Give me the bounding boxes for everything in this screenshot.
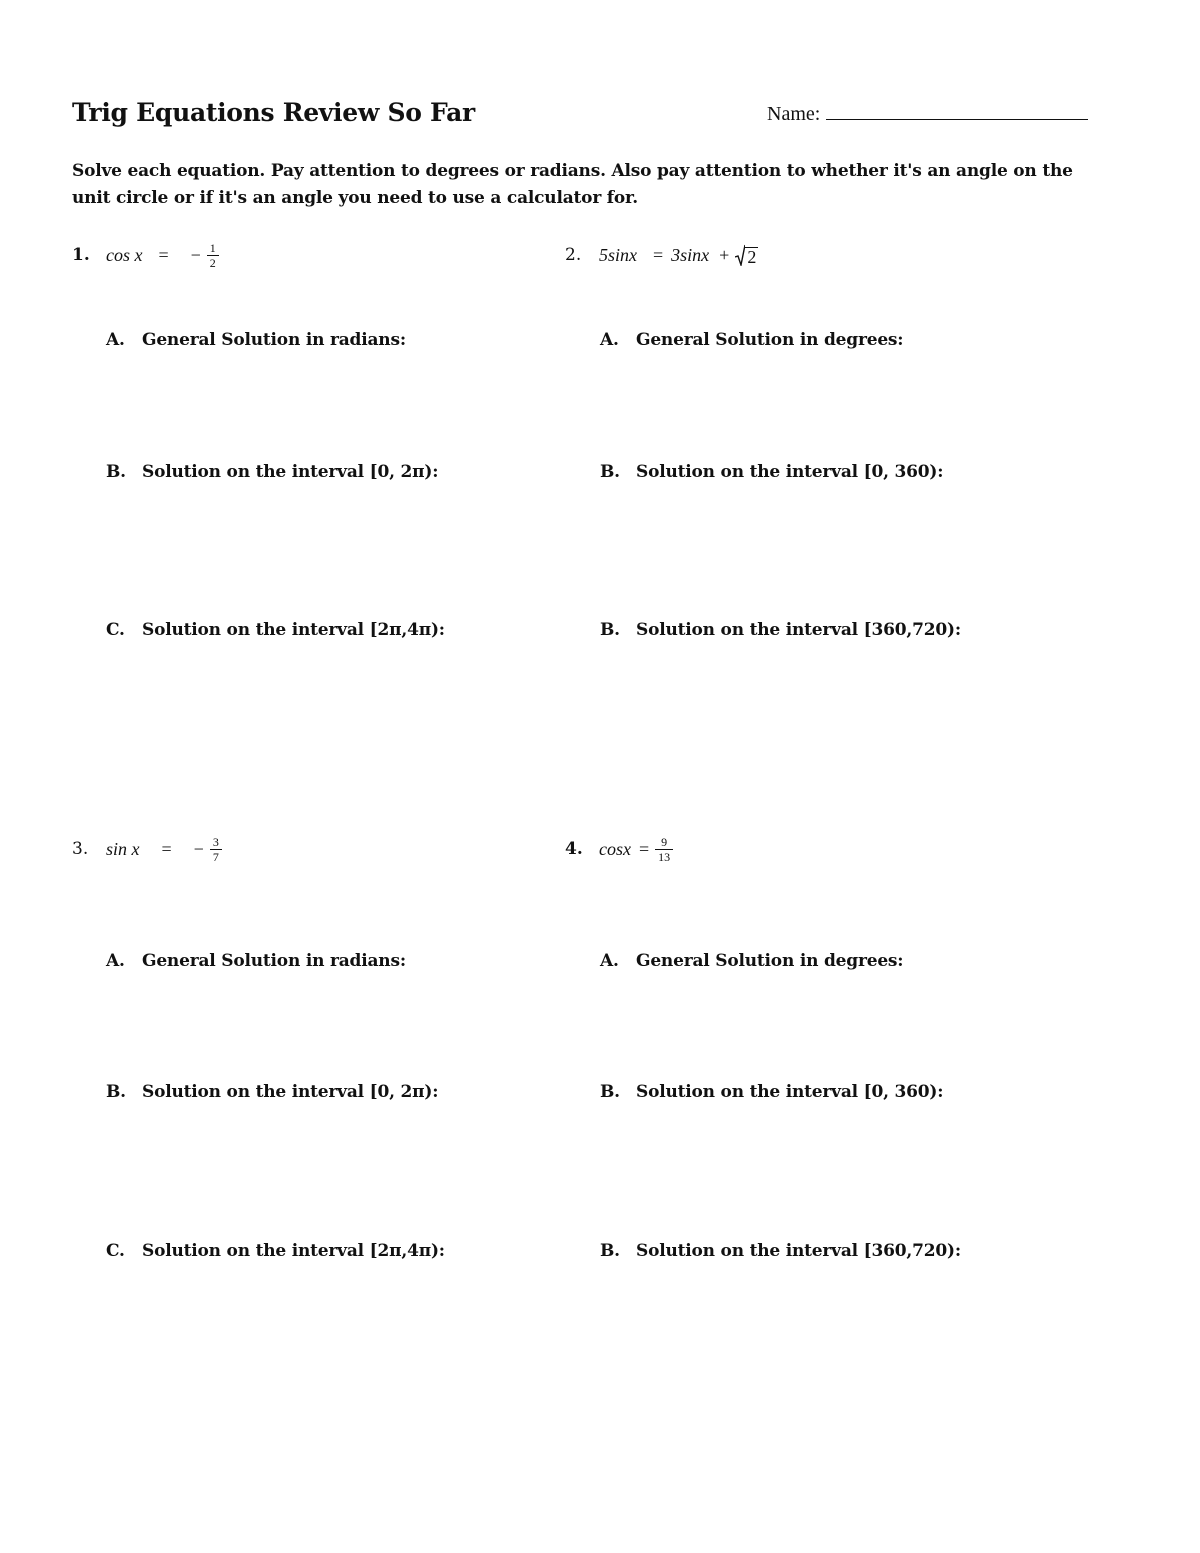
radical-sign-icon — [735, 244, 745, 266]
problem-number: 3. — [72, 839, 89, 859]
part-text: Solution on the interval [0, 360): — [636, 462, 944, 482]
fraction-numerator: 3 — [212, 834, 219, 849]
problem-3-part-b — [106, 1082, 438, 1102]
part-letter: A. — [600, 951, 619, 971]
part-letter: B. — [600, 462, 620, 482]
problem-2-part-c — [600, 620, 961, 640]
problem-2 — [565, 235, 758, 275]
part-text: General Solution in degrees: — [636, 330, 904, 350]
problem-1-part-b — [106, 462, 438, 482]
equation-lhs: cosx — [599, 838, 631, 859]
square-root — [735, 244, 758, 266]
part-letter: B. — [600, 1241, 620, 1261]
problem-number: 2. — [565, 245, 582, 265]
equation-lhs: cos x — [106, 244, 143, 265]
part-letter: C. — [106, 1241, 125, 1261]
part-letter: B. — [106, 1082, 126, 1102]
part-letter: A. — [106, 951, 125, 971]
problem-4-part-a — [600, 951, 903, 971]
fraction — [207, 242, 219, 269]
minus-sign: − — [193, 838, 204, 859]
part-text: Solution on the interval [0, 2π): — [142, 462, 439, 482]
part-text: Solution on the interval [360,720): — [636, 1241, 961, 1261]
part-text: General Solution in radians: — [142, 330, 406, 350]
fraction — [210, 836, 222, 863]
problem-1 — [72, 235, 219, 275]
plus-sign: + — [719, 244, 730, 265]
part-text: Solution on the interval [0, 2π): — [142, 1082, 439, 1102]
part-text: General Solution in degrees: — [636, 951, 904, 971]
equals-sign: = — [653, 244, 664, 265]
problem-4 — [565, 829, 673, 869]
part-letter: B. — [106, 462, 126, 482]
radicand: 2 — [747, 247, 757, 267]
equation — [106, 242, 219, 269]
part-text: Solution on the interval [360,720): — [636, 620, 961, 640]
equation — [599, 244, 758, 266]
equation-rhs: 3sinx — [671, 244, 710, 265]
problem-3-part-c — [106, 1241, 445, 1261]
problem-1-part-c — [106, 620, 445, 640]
part-letter: A. — [600, 330, 619, 350]
fraction-denominator: 13 — [658, 849, 671, 864]
fraction-denominator: 2 — [209, 255, 216, 270]
name-label: Name: — [767, 103, 821, 125]
problem-4-part-b — [600, 1082, 943, 1102]
part-text: Solution on the interval [2π,4π): — [142, 620, 445, 640]
part-text: General Solution in radians: — [142, 951, 406, 971]
part-text: Solution on the interval [0, 360): — [636, 1082, 944, 1102]
minus-sign: − — [190, 244, 201, 265]
part-letter: B. — [600, 1082, 620, 1102]
equals-sign: = — [158, 244, 169, 265]
part-text: Solution on the interval [2π,4π): — [142, 1241, 445, 1261]
equals-sign: = — [638, 838, 650, 859]
part-letter: A. — [106, 330, 125, 350]
problem-4-part-c — [600, 1241, 961, 1261]
problem-1-part-a — [106, 330, 406, 350]
equation — [599, 836, 673, 863]
page-title: Trig Equations Review So Far — [72, 98, 475, 127]
fraction-numerator: 9 — [661, 834, 668, 849]
name-blank-line[interactable] — [826, 105, 1088, 120]
part-letter: B. — [600, 620, 620, 640]
problem-2-part-a — [600, 330, 903, 350]
instructions: Solve each equation. Pay attention to degrees or radians. Also pay attention to whether it's an angle on the unit circle or if it's an angle you need to use a calculator for. — [72, 161, 1073, 208]
part-letter: C. — [106, 620, 125, 640]
problem-3 — [72, 829, 222, 869]
name-field[interactable] — [767, 103, 1088, 126]
equation-lhs: 5sinx — [599, 244, 637, 265]
problem-number: 4. — [565, 839, 583, 859]
equation — [106, 836, 222, 863]
fraction — [655, 836, 673, 863]
equation-lhs: sin x — [106, 838, 140, 859]
problem-2-part-b — [600, 462, 943, 482]
fraction-numerator: 1 — [209, 240, 216, 255]
problem-3-part-a — [106, 951, 406, 971]
fraction-denominator: 7 — [212, 849, 219, 864]
equals-sign: = — [161, 838, 172, 859]
problem-number: 1. — [72, 245, 90, 265]
